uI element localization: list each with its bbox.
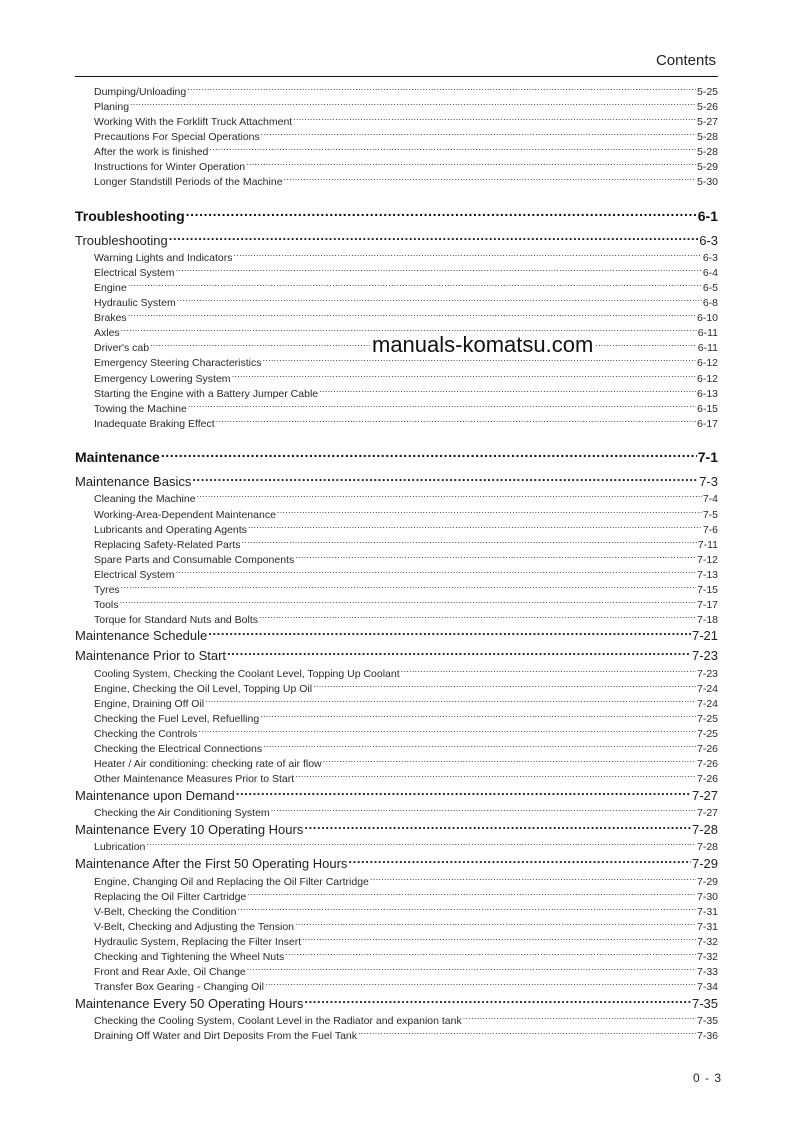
toc-entry-page: 7-3 xyxy=(699,474,718,489)
toc-dot-leader xyxy=(121,581,696,593)
toc-entry-title: Checking the Controls xyxy=(94,728,198,740)
toc-entry-title: Checking the Cooling System, Coolant Level in the Radiator and expanion tank xyxy=(94,1015,462,1027)
toc-entry-title: Axles xyxy=(94,327,120,339)
toc-entry-title: Lubrication xyxy=(94,841,146,853)
toc-section-entry[interactable] xyxy=(75,854,718,872)
toc-dot-leader xyxy=(358,1027,696,1039)
toc-entry-page: 7-5 xyxy=(702,509,718,521)
toc-dot-leader xyxy=(304,994,691,1008)
toc-subsection-entry[interactable] xyxy=(75,596,718,611)
toc-dot-leader xyxy=(169,231,698,245)
toc-dot-leader xyxy=(234,249,702,261)
toc-dot-leader xyxy=(209,143,696,155)
toc-subsection-entry[interactable] xyxy=(75,264,718,279)
toc-entry-title: Electrical System xyxy=(94,569,175,581)
toc-chapter-entry[interactable] xyxy=(75,447,718,467)
toc-dot-leader xyxy=(304,820,691,834)
toc-subsection-entry[interactable] xyxy=(75,873,718,888)
toc-entry-title: Maintenance Schedule xyxy=(75,628,208,643)
toc-entry-page: 7-1 xyxy=(697,449,718,465)
toc-entry-page: 5-26 xyxy=(696,101,718,113)
toc-section-entry[interactable] xyxy=(75,646,718,664)
toc-entry-title: Checking the Electrical Connections xyxy=(94,743,263,755)
toc-subsection-entry[interactable] xyxy=(75,948,718,963)
toc-entry-page: 7-24 xyxy=(696,683,718,695)
toc-dot-leader xyxy=(271,804,696,816)
toc-subsection-entry[interactable] xyxy=(75,918,718,933)
toc-entry-title: Maintenance xyxy=(75,449,160,465)
toc-dot-leader xyxy=(260,710,696,722)
toc-entry-page: 7-32 xyxy=(696,936,718,948)
toc-dot-leader xyxy=(259,611,696,623)
page-number: 0 - 3 xyxy=(693,1071,723,1085)
toc-dot-leader xyxy=(284,173,696,185)
toc-subsection-entry[interactable] xyxy=(75,755,718,770)
toc-entry-page: 7-4 xyxy=(702,493,718,505)
toc-dot-leader xyxy=(401,665,696,677)
toc-subsection-entry[interactable] xyxy=(75,551,718,566)
toc-section-entry[interactable] xyxy=(75,994,718,1012)
toc-subsection-entry[interactable] xyxy=(75,710,718,725)
page-header xyxy=(75,52,718,77)
toc-dot-leader xyxy=(247,888,696,900)
toc-entry-title: Warning Lights and Indicators xyxy=(94,252,233,264)
toc-dot-leader xyxy=(198,725,696,737)
toc-subsection-entry[interactable] xyxy=(75,566,718,581)
toc-subsection-entry[interactable] xyxy=(75,933,718,948)
toc-entry-title: Other Maintenance Measures Prior to Start xyxy=(94,773,295,785)
toc-entry-page: 6-11 xyxy=(697,327,718,339)
toc-entry-title: Hydraulic System, Replacing the Filter Insert xyxy=(94,936,302,948)
toc-subsection-entry[interactable] xyxy=(75,385,718,400)
toc-dot-leader xyxy=(348,854,691,868)
toc-entry-title: Maintenance After the First 50 Operating Hours xyxy=(75,856,348,871)
toc-subsection-entry[interactable] xyxy=(75,294,718,309)
toc-entry-page: 7-26 xyxy=(696,773,718,785)
toc-subsection-entry[interactable] xyxy=(75,521,718,536)
toc-section-entry[interactable] xyxy=(75,786,718,804)
toc-entry-page: 7-28 xyxy=(696,841,718,853)
toc-entry-title: Starting the Engine with a Battery Jumper Cable xyxy=(94,388,319,400)
toc-entry-title: Torque for Standard Nuts and Bolts xyxy=(94,614,259,626)
toc-entry-title: Emergency Lowering System xyxy=(94,373,231,385)
toc-entry-page: 7-31 xyxy=(696,921,718,933)
toc-dot-leader xyxy=(232,370,696,382)
toc-entry-page: 5-28 xyxy=(696,131,718,143)
toc-entry-page: 7-27 xyxy=(696,807,718,819)
toc-entry-title: Engine, Changing Oil and Replacing the Oil Filter Cartridge xyxy=(94,876,369,888)
toc-entry-page: 7-26 xyxy=(696,743,718,755)
toc-entry-page: 7-34 xyxy=(696,981,718,993)
toc-dot-leader xyxy=(227,646,691,660)
toc-subsection-entry[interactable] xyxy=(75,740,718,755)
toc-subsection-entry[interactable] xyxy=(75,536,718,551)
toc-entry-page: 7-30 xyxy=(696,891,718,903)
toc-entry-page: 6-13 xyxy=(696,388,718,400)
page-header-title: Contents xyxy=(655,52,716,69)
toc-entry-title: Electrical System xyxy=(94,267,175,279)
toc-entry-page: 6-11 xyxy=(697,342,718,354)
toc-entry-title: Emergency Steering Characteristics xyxy=(94,357,262,369)
toc-entry-page: 7-15 xyxy=(696,584,718,596)
toc-entry-page: 7-35 xyxy=(696,1015,718,1027)
toc-entry-page: 6-5 xyxy=(702,282,718,294)
toc-entry-page: 6-4 xyxy=(702,267,718,279)
toc-entry-page: 6-8 xyxy=(702,297,718,309)
toc-dot-leader xyxy=(370,873,696,885)
toc-entry-title: V-Belt, Checking the Condition xyxy=(94,906,237,918)
toc-dot-leader xyxy=(130,98,696,110)
toc-dot-leader xyxy=(187,83,696,95)
toc-entry-title: Hydraulic System xyxy=(94,297,176,309)
toc-entry-title: Transfer Box Gearing - Changing Oil xyxy=(94,981,265,993)
toc-subsection-entry[interactable] xyxy=(75,98,718,113)
toc-subsection-entry[interactable] xyxy=(75,113,718,128)
toc-entry-title: Checking the Air Conditioning System xyxy=(94,807,270,819)
toc-subsection-entry[interactable] xyxy=(75,770,718,785)
toc-entry-title: Planing xyxy=(94,101,130,113)
toc-chapter-entry[interactable] xyxy=(75,206,718,226)
toc-subsection-entry[interactable] xyxy=(75,888,718,903)
toc-entry-page: 7-26 xyxy=(696,758,718,770)
toc-dot-leader xyxy=(176,264,702,276)
toc-entry-title: Brakes xyxy=(94,312,127,324)
toc-entry-page: 7-11 xyxy=(697,539,718,551)
toc-entry-title: After the work is finished xyxy=(94,146,209,158)
toc-subsection-entry[interactable] xyxy=(75,490,718,505)
toc-entry-page: 7-29 xyxy=(696,876,718,888)
watermark: manuals-komatsu.com xyxy=(372,332,594,357)
toc-dot-leader xyxy=(208,626,691,640)
toc-entry-page: 7-25 xyxy=(696,713,718,725)
toc-subsection-entry[interactable] xyxy=(75,695,718,710)
toc-entry-page: 6-17 xyxy=(696,418,718,430)
toc-entry-page: 7-24 xyxy=(696,698,718,710)
toc-entry-title: Working-Area-Dependent Maintenance xyxy=(94,509,276,521)
toc-subsection-entry[interactable] xyxy=(75,83,718,98)
toc-entry-page: 5-30 xyxy=(696,176,718,188)
toc-entry-page: 5-29 xyxy=(696,161,718,173)
toc-dot-leader xyxy=(188,400,696,412)
toc-dot-leader xyxy=(295,918,696,930)
toc-entry-title: Troubleshooting xyxy=(75,208,185,224)
toc-subsection-entry[interactable] xyxy=(75,611,718,626)
toc-dot-leader xyxy=(192,472,698,486)
toc-entry-page: 5-28 xyxy=(696,146,718,158)
toc-dot-leader xyxy=(313,680,696,692)
toc-subsection-entry[interactable] xyxy=(75,143,718,158)
toc-subsection-entry[interactable] xyxy=(75,249,718,264)
toc-entry-title: Heater / Air conditioning: checking rate of air flow xyxy=(94,758,322,770)
toc-entry-page: 6-1 xyxy=(697,208,718,224)
toc-dot-leader xyxy=(463,1012,696,1024)
toc-entry-title: Maintenance Every 10 Operating Hours xyxy=(75,822,304,837)
toc-entry-page: 7-13 xyxy=(696,569,718,581)
toc-entry-title: Towing the Machine xyxy=(94,403,187,415)
toc-dot-leader xyxy=(197,490,702,502)
toc-entry-page: 6-3 xyxy=(699,233,718,248)
toc-section-entry[interactable] xyxy=(75,820,718,838)
toc-entry-page: 7-23 xyxy=(691,648,718,663)
toc-subsection-entry[interactable] xyxy=(75,665,718,680)
toc-dot-leader xyxy=(285,948,696,960)
toc-dot-leader xyxy=(176,566,696,578)
toc-entry-title: Cooling System, Checking the Coolant Level, Topping Up Coolant xyxy=(94,668,400,680)
toc-entry-title: Longer Standstill Periods of the Machine xyxy=(94,176,283,188)
toc-subsection-entry[interactable] xyxy=(75,309,718,324)
toc-subsection-entry[interactable] xyxy=(75,1027,718,1042)
toc-entry-page: 6-10 xyxy=(696,312,718,324)
toc-entry-page: 7-28 xyxy=(691,822,718,837)
toc-entry-title: Maintenance Every 50 Operating Hours xyxy=(75,996,304,1011)
toc-entry-title: Precautions For Special Operations xyxy=(94,131,260,143)
toc-subsection-entry[interactable] xyxy=(75,400,718,415)
toc-subsection-entry[interactable] xyxy=(75,279,718,294)
toc-dot-leader xyxy=(293,113,696,125)
toc-entry-page: 7-6 xyxy=(702,524,718,536)
toc-entry-title: Spare Parts and Consumable Components xyxy=(94,554,295,566)
toc-dot-leader xyxy=(237,903,696,915)
toc-subsection-entry[interactable] xyxy=(75,978,718,993)
toc-subsection-entry[interactable] xyxy=(75,725,718,740)
toc-dot-leader xyxy=(302,933,696,945)
toc-dot-leader xyxy=(246,158,696,170)
toc-dot-leader xyxy=(161,448,697,462)
toc-subsection-entry[interactable] xyxy=(75,838,718,853)
toc-entry-title: Inadequate Braking Effect xyxy=(94,418,215,430)
toc-entry-page: 6-12 xyxy=(696,373,718,385)
toc-entry-page: 7-12 xyxy=(696,554,718,566)
toc-entry-page: 5-27 xyxy=(696,116,718,128)
toc-entry-page: 7-27 xyxy=(691,788,718,803)
toc-section-entry[interactable] xyxy=(75,472,718,490)
toc-entry-title: Front and Rear Axle, Oil Change xyxy=(94,966,246,978)
toc-entry-page: 7-21 xyxy=(691,628,718,643)
toc-entry-page: 7-25 xyxy=(696,728,718,740)
toc-dot-leader xyxy=(265,978,696,990)
toc-entry-page: 7-36 xyxy=(696,1030,718,1042)
toc-dot-leader xyxy=(120,596,696,608)
toc-entry-title: Replacing the Oil Filter Cartridge xyxy=(94,891,247,903)
toc-entry-title: Maintenance Prior to Start xyxy=(75,648,227,663)
toc-entry-title: Checking the Fuel Level, Refuelling xyxy=(94,713,260,725)
toc-subsection-entry[interactable] xyxy=(75,903,718,918)
toc-entry-title: Tools xyxy=(94,599,119,611)
toc-entry-page: 7-35 xyxy=(691,996,718,1011)
toc-entry-page: 6-15 xyxy=(696,403,718,415)
toc-subsection-entry[interactable] xyxy=(75,581,718,596)
toc-dot-leader xyxy=(242,536,697,548)
toc-dot-leader xyxy=(261,128,696,140)
toc-dot-leader xyxy=(128,279,702,291)
toc-subsection-entry[interactable] xyxy=(75,680,718,695)
toc-entry-page: 7-17 xyxy=(696,599,718,611)
toc-entry-title: Troubleshooting xyxy=(75,233,168,248)
toc-dot-leader xyxy=(128,309,696,321)
toc-entry-page: 7-31 xyxy=(696,906,718,918)
toc-dot-leader xyxy=(216,415,696,427)
toc-subsection-entry[interactable] xyxy=(75,370,718,385)
toc-entry-page: 6-3 xyxy=(702,252,718,264)
toc-subsection-entry[interactable] xyxy=(75,128,718,143)
toc-subsection-entry[interactable] xyxy=(75,506,718,521)
toc-entry-title: V-Belt, Checking and Adjusting the Tension xyxy=(94,921,295,933)
toc-entry-title: Maintenance upon Demand xyxy=(75,788,235,803)
toc-dot-leader xyxy=(186,207,697,221)
toc-subsection-entry[interactable] xyxy=(75,158,718,173)
toc-entry-title: Instructions for Winter Operation xyxy=(94,161,246,173)
toc-dot-leader xyxy=(277,506,702,518)
toc-entry-page: 7-32 xyxy=(696,951,718,963)
toc-entry-page: 6-12 xyxy=(696,357,718,369)
toc-entry-title: Engine, Checking the Oil Level, Topping Up Oil xyxy=(94,683,313,695)
toc-entry-title: Working With the Forklift Truck Attachment xyxy=(94,116,293,128)
toc-entry-title: Tyres xyxy=(94,584,120,596)
toc-entry-page: 7-23 xyxy=(696,668,718,680)
toc-dot-leader xyxy=(248,521,702,533)
toc-subsection-entry[interactable] xyxy=(75,963,718,978)
toc-dot-leader xyxy=(247,963,696,975)
toc-dot-leader xyxy=(236,786,691,800)
toc-dot-leader xyxy=(263,740,696,752)
toc-entry-title: Maintenance Basics xyxy=(75,474,192,489)
toc-subsection-entry[interactable] xyxy=(75,1012,718,1027)
toc-entry-page: 5-25 xyxy=(696,86,718,98)
toc-section-entry[interactable] xyxy=(75,626,718,644)
toc-entry-page: 7-29 xyxy=(691,856,718,871)
toc-dot-leader xyxy=(319,385,696,397)
toc-subsection-entry[interactable] xyxy=(75,804,718,819)
toc-dot-leader xyxy=(146,838,696,850)
toc-entry-title: Cleaning the Machine xyxy=(94,493,196,505)
toc-entry-title: Dumping/Unloading xyxy=(94,86,187,98)
toc-dot-leader xyxy=(177,294,702,306)
toc-subsection-entry[interactable] xyxy=(75,415,718,430)
toc-dot-leader xyxy=(323,755,696,767)
toc-entry-page: 7-33 xyxy=(696,966,718,978)
toc-entry-title: Draining Off Water and Dirt Deposits From the Fuel Tank xyxy=(94,1030,357,1042)
toc-dot-leader xyxy=(205,695,696,707)
toc-entry-title: Driver's cab xyxy=(94,342,150,354)
toc-dot-leader xyxy=(295,551,696,563)
toc-subsection-entry[interactable] xyxy=(75,173,718,188)
toc-entry-page: 7-18 xyxy=(696,614,718,626)
toc-dot-leader xyxy=(295,770,696,782)
toc-entry-title: Engine, Draining Off Oil xyxy=(94,698,205,710)
toc-entry-title: Checking and Tightening the Wheel Nuts xyxy=(94,951,285,963)
toc-entry-title: Replacing Safety-Related Parts xyxy=(94,539,241,551)
toc-entry-title: Lubricants and Operating Agents xyxy=(94,524,247,536)
toc-entry-title: Engine xyxy=(94,282,127,294)
toc-section-entry[interactable] xyxy=(75,231,718,249)
